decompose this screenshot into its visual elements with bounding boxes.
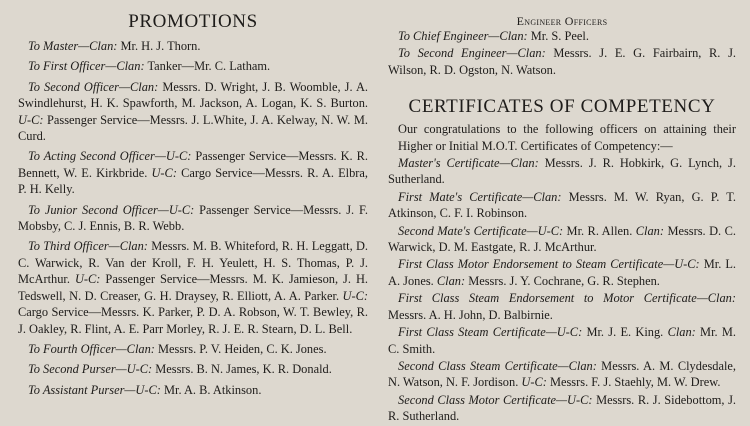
entry-text: Tanker—Mr. C. Latham. xyxy=(144,59,271,74)
promotion-entry xyxy=(18,38,368,54)
entry-role: To Assistant Purser—U-C: xyxy=(28,382,161,397)
engineer-entry xyxy=(388,28,736,44)
certificate-entry xyxy=(388,290,736,323)
certificate-entry xyxy=(388,223,736,256)
entry-text: Mr. M. C. Smith. xyxy=(388,325,736,356)
entry-text: Messrs. J. Y. Cochrane, G. R. Stephen. xyxy=(465,273,660,288)
entry-role: Master's Certificate—Clan: xyxy=(398,156,539,171)
entry-text: Cargo Service—Messrs. R. A. Elbra, P. H. Kelly. xyxy=(18,165,368,197)
certificate-entry xyxy=(388,189,736,222)
entry-text: Messrs. D. C. Warwick, D. M. Eastgate, R. J. McArthur. xyxy=(388,223,736,255)
entry-text: Messrs. A. M. Clydesdale, N. Watson, N. F. Jordison. xyxy=(388,358,736,390)
entry-text: Mr. J. E. King. xyxy=(582,325,668,340)
entry-role: To Master—Clan: xyxy=(28,39,118,53)
entry-role: Second Class Steam Certificate—Clan: xyxy=(398,358,597,373)
promotion-entry xyxy=(18,202,368,235)
certificate-entry xyxy=(388,155,736,188)
entry-text: Passenger Service—Messrs. J. F. Mobsby, C. J. Ennis, B. R. Webb. xyxy=(18,202,368,234)
entry-text: Mr. S. Peel. xyxy=(527,29,589,43)
certificate-entry xyxy=(388,256,736,289)
entry-text: Mr. H. J. Thorn. xyxy=(117,39,201,53)
promotion-entry xyxy=(18,148,368,197)
entry-role: U-C: xyxy=(521,375,547,390)
entry-role: To Acting Second Officer—U-C: xyxy=(28,149,192,164)
promotions-column xyxy=(18,0,368,402)
right-column xyxy=(388,0,736,426)
entry-text: Mr. L. A. Jones. xyxy=(388,257,737,288)
certificate-entry xyxy=(388,324,736,357)
certificate-entry xyxy=(388,392,736,425)
entry-role: Clan: xyxy=(635,223,664,238)
promotion-entry xyxy=(18,361,368,377)
entry-text: Messrs. D. Wright, J. B. Woomble, J. A. Swindlehurst, H. K. Spawforth, M. Jackson, A. Logan, K. S. Burton. xyxy=(18,79,368,111)
engineer-entry xyxy=(388,45,736,78)
entry-role: First Class Motor Endorsement to Steam Certificate—U-C: xyxy=(398,257,700,272)
promotion-entry xyxy=(18,382,368,398)
entry-role: To Second Engineer—Clan: xyxy=(398,46,546,61)
entry-text: Mr. A. B. Atkinson. xyxy=(160,382,262,397)
entry-role: Clan: xyxy=(667,325,696,340)
entry-role: To Second Purser—U-C: xyxy=(28,362,153,377)
entry-text: Mr. R. Allen. xyxy=(563,223,636,238)
entry-role: To Second Officer—Clan: xyxy=(28,79,159,94)
entry-text: Messrs. J. E. G. Fairbairn, R. J. Wilson, R. D. Ogston, N. Watson. xyxy=(388,46,736,77)
promotion-entry xyxy=(18,341,368,357)
entry-role: Second Class Motor Certificate—U-C: xyxy=(398,392,593,407)
entry-role: U-C: xyxy=(151,165,177,180)
entry-role: Second Mate's Certificate—U-C: xyxy=(398,223,564,238)
entry-role: To Chief Engineer—Clan: xyxy=(398,29,528,43)
entry-text: Messrs. A. H. John, D. Balbirnie. xyxy=(388,307,553,322)
entry-text: Passenger Service—Messrs. M. K. Jamieson, J. H. Tedswell, N. D. Creaser, G. H. Draysey, R. Elliott, A. A. Parker. xyxy=(18,272,369,303)
entry-text: Messrs. R. J. Sidebottom, J. R. Sutherland. xyxy=(388,392,736,424)
certificates-intro: Our congratulations to the following officers on attaining their Higher or Initial M.O.T. Certificates of Competency:— xyxy=(398,122,736,153)
entry-text: Messrs. P. V. Heiden, C. K. Jones. xyxy=(154,341,327,356)
promotion-entry xyxy=(18,238,368,336)
promotions-heading: PROMOTIONS xyxy=(128,11,258,32)
entry-role: To Third Officer—Clan: xyxy=(28,239,148,254)
certificate-entry xyxy=(388,358,736,391)
entry-role: U-C: xyxy=(74,272,101,287)
engineer-officers-heading: Engineer Officers xyxy=(516,14,608,28)
entry-text: Messrs. M. B. Whiteford, R. H. Leggatt, D. C. Warwick, R. Van der Kroll, F. H. Yeulett, H. S. Thomas, P. J. McArthur. xyxy=(18,239,368,287)
entry-text: Messrs. B. N. James, K. R. Donald. xyxy=(152,362,332,377)
entry-text: Messrs. J. R. Hobkirk, G. Lynch, J. Sutherland. xyxy=(388,156,736,187)
entry-role: First Class Steam Certificate—U-C: xyxy=(398,325,583,340)
entry-role: Clan: xyxy=(436,273,466,288)
entry-role: To Junior Second Officer—U-C: xyxy=(28,202,195,217)
entry-role: U-C: xyxy=(342,288,368,303)
entry-role: To Fourth Officer—Clan: xyxy=(28,341,155,356)
entry-text: Messrs. M. W. Ryan, G. P. T. Atkinson, C. F. I. Robinson. xyxy=(388,189,736,221)
promotion-entry xyxy=(18,79,368,145)
entry-text: Messrs. F. J. Staehly, M. W. Drew. xyxy=(546,375,721,390)
entry-text: Passenger Service—Messrs. J. L.White, J. A. Kelway, N. W. M. Curd. xyxy=(18,112,368,144)
entry-role: U-C: xyxy=(18,112,44,127)
entry-text: Passenger Service—Messrs. K. R. Bennett, W. E. Kirkbride. xyxy=(18,149,368,180)
entry-role: To First Officer—Clan: xyxy=(28,59,145,74)
promotion-entry xyxy=(18,58,368,74)
entry-role: First Class Steam Endorsement to Motor Certificate—Clan: xyxy=(398,291,736,306)
certificates-heading: CERTIFICATES OF COMPETENCY xyxy=(408,96,716,118)
entry-text: Cargo Service—Messrs. K. Parker, P. D. A. Robson, W. T. Bewley, R. J. Oakley, R. Flint, A. E. Parr Morley, R. J. E. R. Stearn, D. L. Bell. xyxy=(18,305,368,336)
entry-role: First Mate's Certificate—Clan: xyxy=(398,189,562,204)
